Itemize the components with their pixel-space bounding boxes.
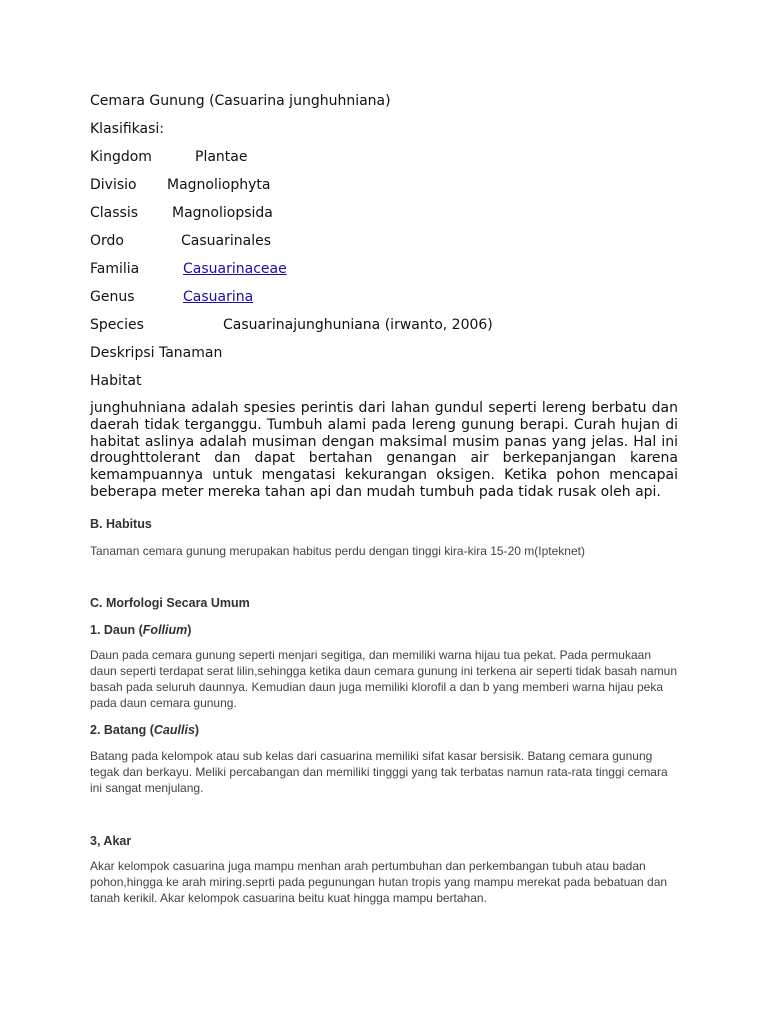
daun-heading	[90, 622, 191, 638]
batang-heading-latin: Caullis	[153, 723, 195, 737]
habitat-paragraph: junghuhniana adalah spesies perintis dari lahan gundul seperti lereng berbatu dan daerah tidak terganggu. Tumbuh alami pada lereng gunung berapi. Curah hujan di habitat aslinya adalah musiman dengan maksimal musim panas yang jelas. Hal ini droughttolerant dan dapat bertahan genangan air berkepanjangan karena kemampuannya untuk mengatasi kekurangan oksigen. Ketika pohon mencapai beberapa meter mereka tahan api dan mudah tumbuh pada tidak rusak oleh api.	[90, 400, 678, 500]
habitus-heading: B. Habitus	[90, 517, 152, 531]
value-classis: Magnoliopsida	[172, 205, 273, 221]
daun-heading-latin: Follium	[142, 623, 188, 637]
rank-familia: Familia	[90, 261, 140, 277]
deskripsi-label: Deskripsi Tanaman	[90, 345, 223, 361]
rank-kingdom: Kingdom	[90, 149, 152, 165]
rank-ordo: Ordo	[90, 233, 124, 249]
genus-link[interactable]: Casuarina	[183, 289, 254, 305]
habitat-label: Habitat	[90, 373, 142, 389]
akar-paragraph: Akar kelompok casuarina juga mampu menhan arah pertumbuhan dan perkembangan tubuh atau badan pohon,hingga ke arah miring.seprti pada pegunungan hutan tropis yang mampu merekat pada bebatuan dan tanah kerikil. Akar kelompok casuarina beitu kuat hingga mampu bertahan.	[90, 859, 668, 905]
habitus-paragraph: Tanaman cemara gunung merupakan habitus perdu dengan tinggi kira-kira 15-20 m(Ipteknet)	[90, 544, 585, 558]
value-species: Casuarinajunghuniana (irwanto, 2006)	[223, 317, 493, 333]
rank-species: Species	[90, 317, 144, 333]
value-ordo: Casuarinales	[181, 233, 271, 249]
batang-heading-prefix: 2. Batang (	[90, 723, 154, 737]
batang-paragraph: Batang pada kelompok atau sub kelas dari casuarina memiliki sifat kasar bersisik. Batang cemara gunung tegak dan berkayu. Meliki percabangan dan memiliki tingggi yang tak terbatas namun rata-rata tinggi cemara ini sangat menjulang.	[90, 749, 668, 795]
batang-heading-suffix: )	[194, 723, 200, 737]
klasifikasi-label: Klasifikasi:	[90, 121, 164, 137]
batang-heading	[90, 722, 199, 738]
daun-paragraph: Daun pada cemara gunung seperti menjari segitiga, dan memiliki warna hijau tua pekat. Pada permukaan daun seperti terdapat serat lilin,sehingga ketika daun cemara gunung ini terkena air seperti tidak basah namun basah pada seluruh daunnya. Kemudian daun juga memiliki klorofil a dan b yang memberi warna hijau peka pada daun cemara gunung.	[90, 648, 678, 710]
rank-classis: Classis	[90, 205, 139, 221]
daun-heading-prefix: 1. Daun (	[90, 623, 143, 637]
daun-heading-suffix: )	[187, 623, 192, 637]
value-kingdom: Plantae	[195, 149, 248, 165]
document-title: Cemara Gunung (Casuarina junghuhniana)	[90, 93, 391, 109]
value-divisio: Magnoliophyta	[167, 177, 271, 193]
morfologi-heading: C. Morfologi Secara Umum	[90, 596, 250, 610]
akar-heading: 3, Akar	[90, 834, 132, 848]
familia-link[interactable]: Casuarinaceae	[183, 261, 287, 277]
rank-divisio: Divisio	[90, 177, 137, 193]
rank-genus: Genus	[90, 289, 135, 305]
